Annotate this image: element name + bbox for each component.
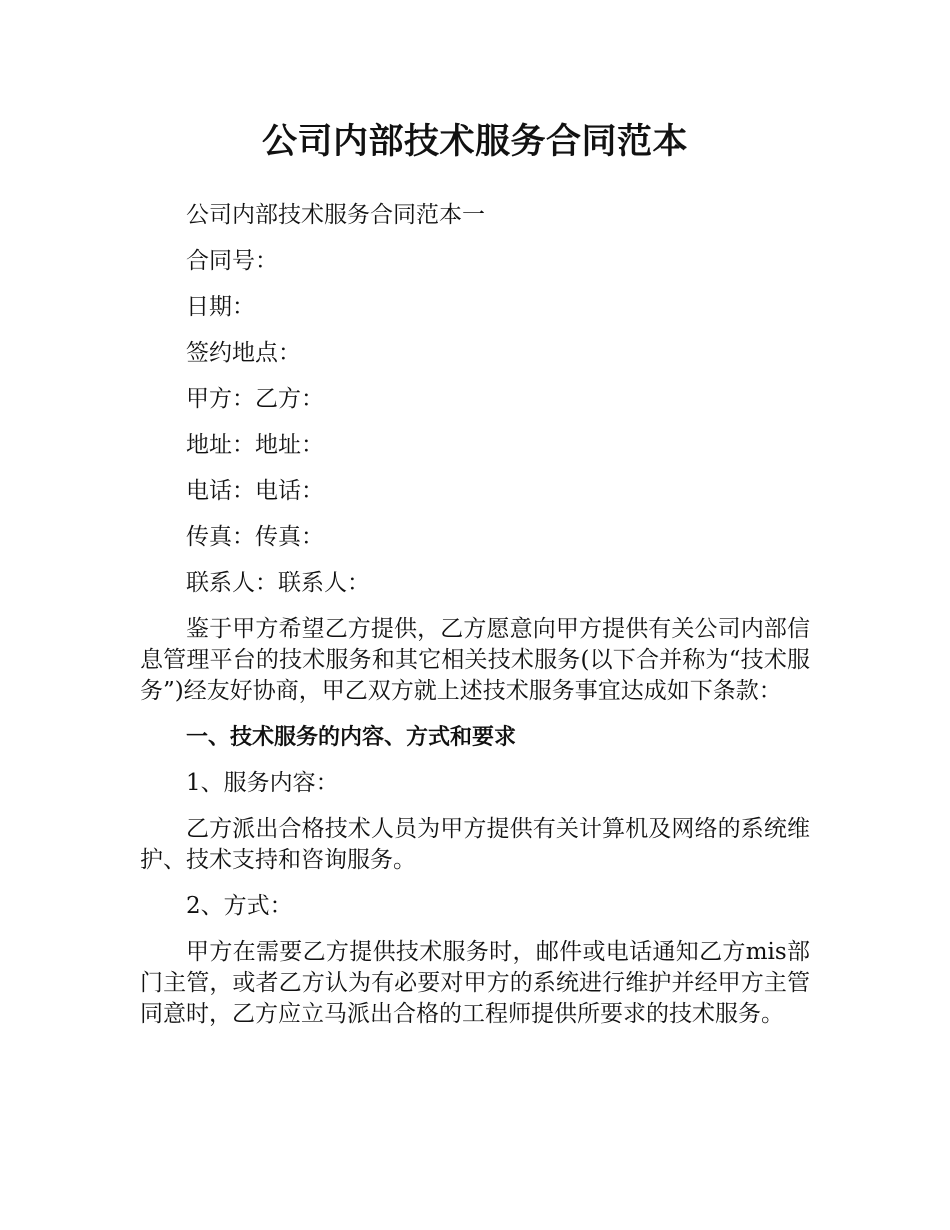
signing-place-field: 签约地点： [186,340,301,366]
service-method-paragraph: 甲方在需要乙方提供技术服务时，邮件或电话通知乙方mis部门主管，或者乙方认为有必要对甲方的系统进行维护并经甲方主管同意时，乙方应立马派出合格的工程师提供所要求的技术服务。 [140,939,810,1027]
service-content-label: 1、服务内容： [186,770,339,796]
section-heading: 一、技术服务的内容、方式和要求 [186,725,517,750]
fax-field: 传真：传真： [186,524,324,550]
contract-subtitle: 公司内部技术服务合同范本一 [186,202,485,228]
document-body [140,200,810,1030]
address-field: 地址：地址： [186,432,324,458]
document-title: 公司内部技术服务合同范本 [261,122,688,162]
intro-paragraph: 鉴于甲方希望乙方提供，乙方愿意向甲方提供有关公司内部信息管理平台的技术服务和其它相关技术服务(以下合并称为“技术服务”)经友好协商，甲乙双方就上述技术服务事宜达成如下条款： [140,616,810,704]
date-field: 日期： [186,294,255,320]
contract-number-field: 合同号： [186,248,278,274]
service-method-label: 2、方式： [186,893,293,919]
contact-field: 联系人：联系人： [186,570,370,596]
parties-field: 甲方：乙方： [186,386,324,412]
phone-field: 电话：电话： [186,478,324,504]
service-content-paragraph: 乙方派出合格技术人员为甲方提供有关计算机及网络的系统维护、技术支持和咨询服务。 [140,816,810,873]
